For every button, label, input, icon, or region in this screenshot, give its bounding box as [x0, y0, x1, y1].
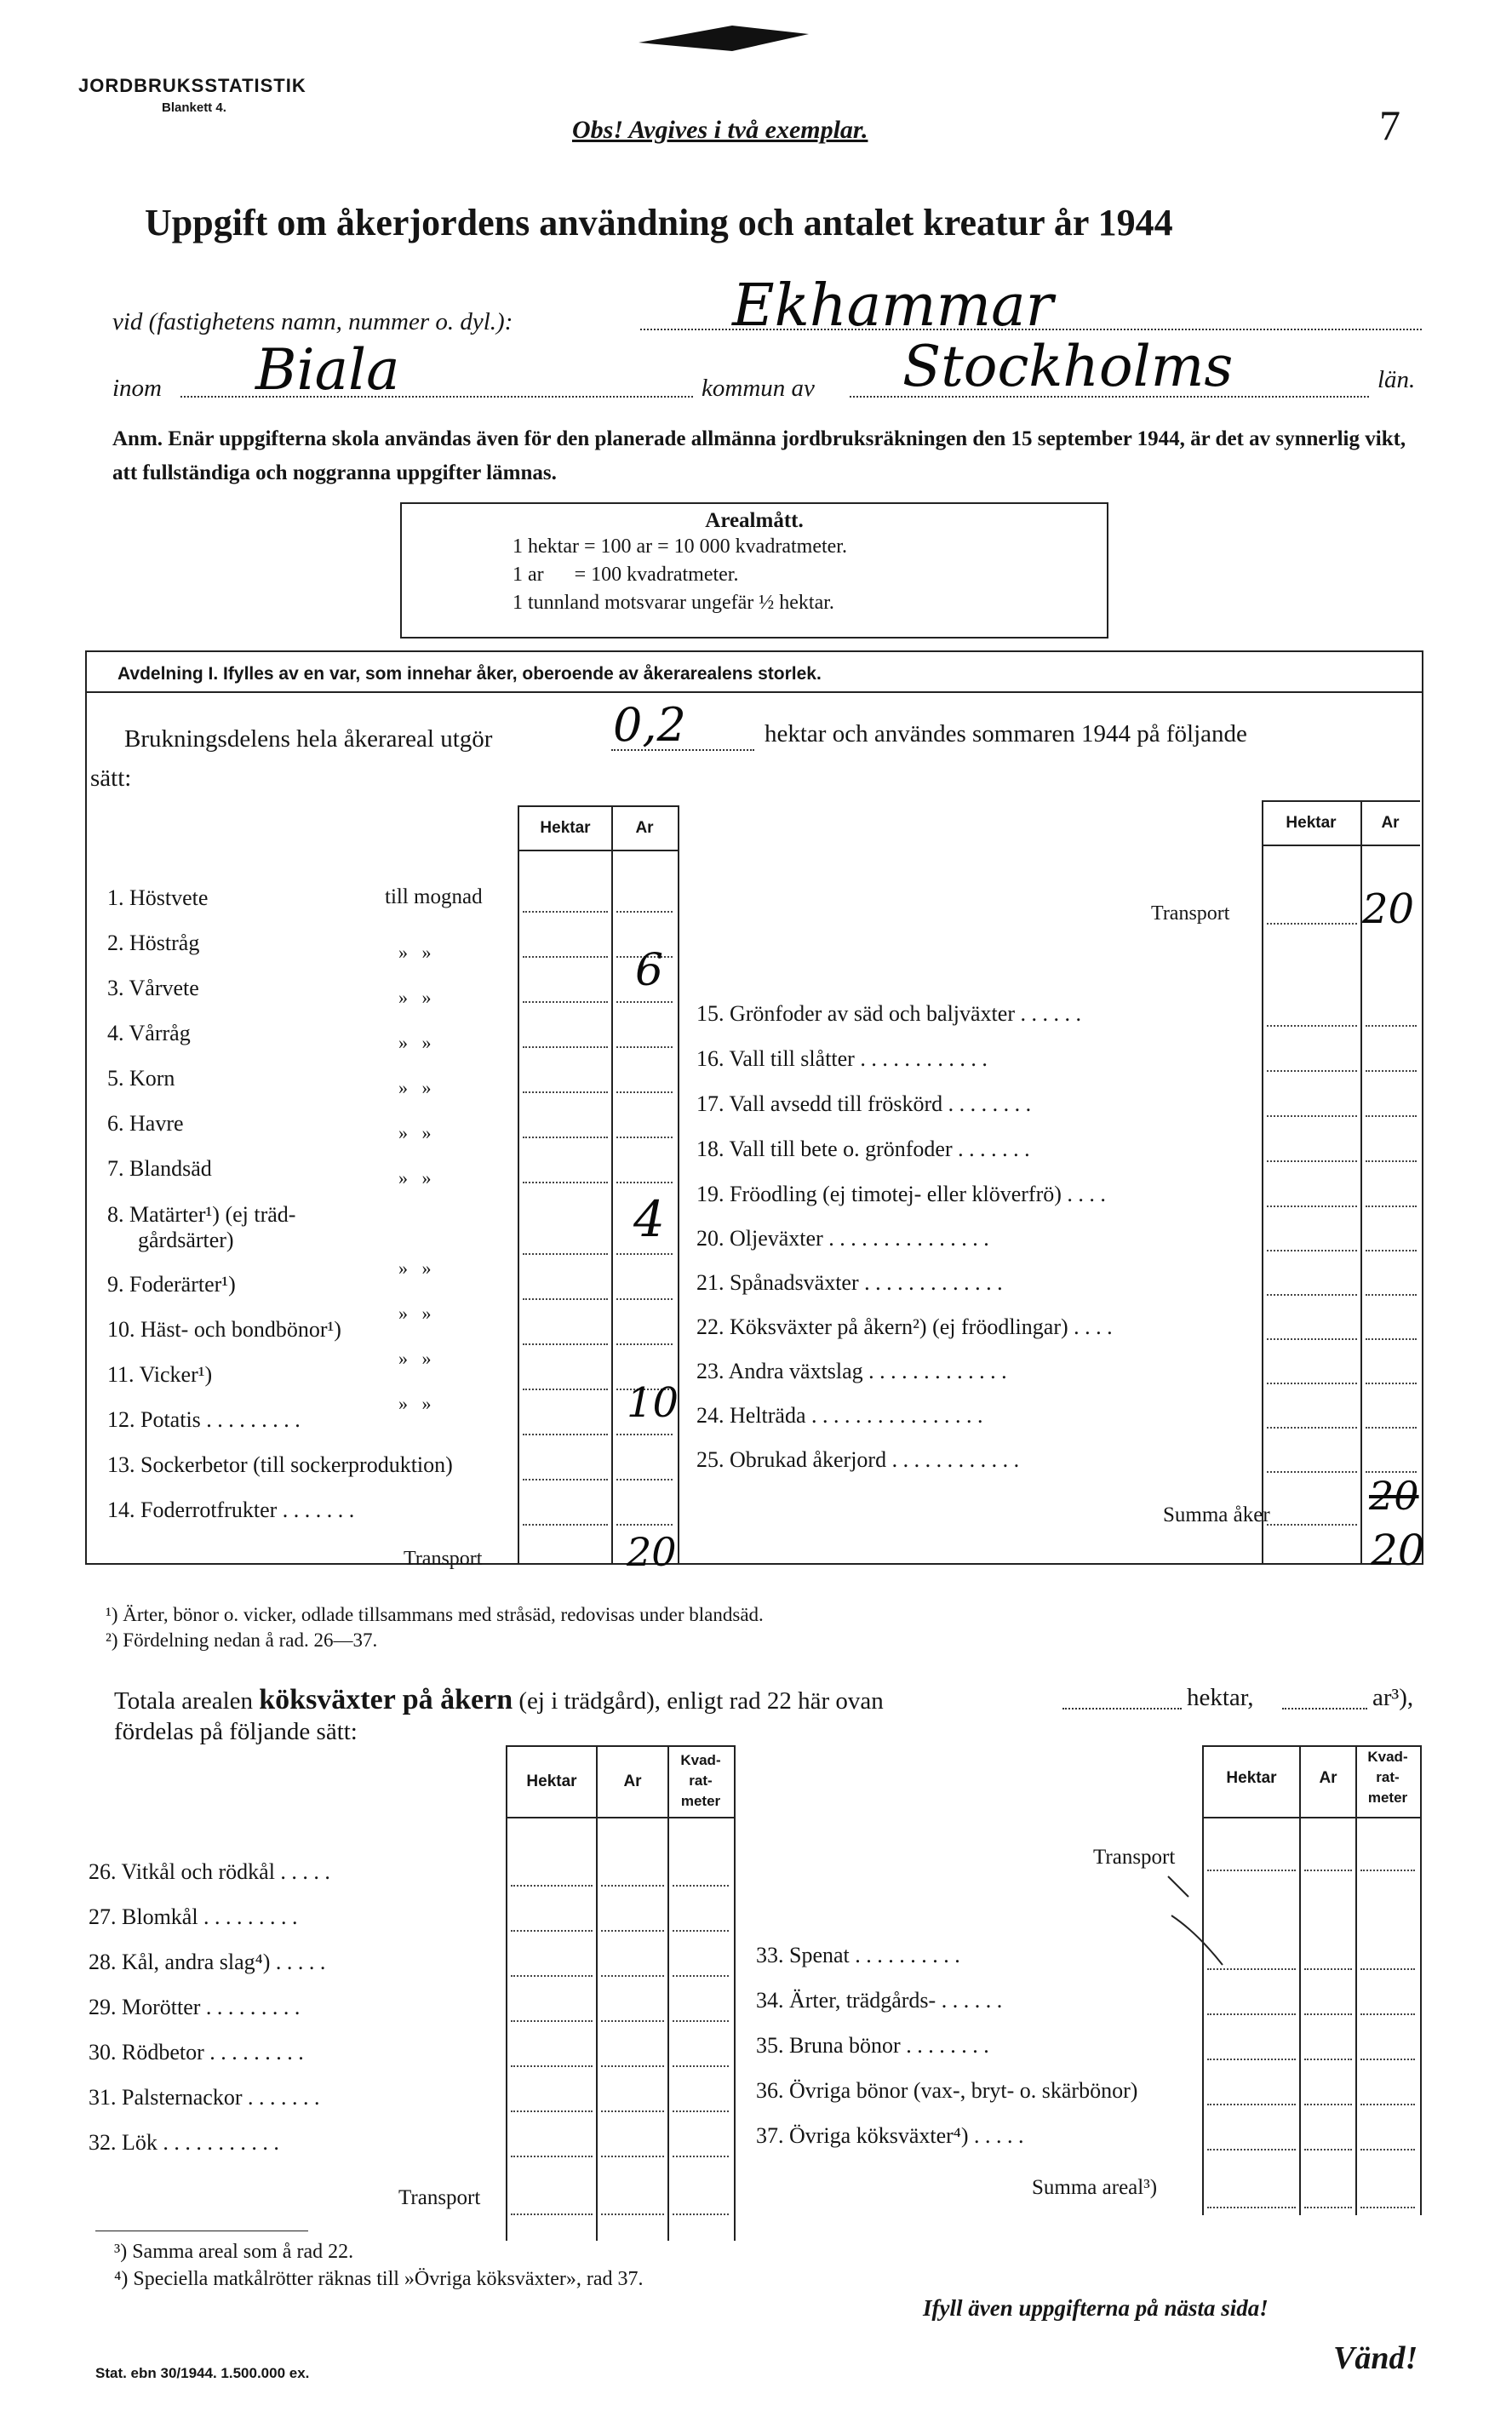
row-12-ar-value[interactable]: 10: [627, 1379, 679, 1427]
row-22-label: 22. Köksväxter på åkern²) (ej fröodlingar) . . . .: [696, 1314, 1113, 1339]
right-transport-value[interactable]: 20: [1362, 885, 1415, 933]
kok-left-col-ar: Ar: [623, 1772, 642, 1790]
kok-right-transport: Transport: [1093, 1846, 1176, 1869]
row-19-label: 19. Fröodling (ej timotej- eller klöverfrö) . . . .: [696, 1182, 1106, 1206]
row-17-label: 17. Vall avsedd till fröskörd . . . . . . . .: [696, 1091, 1032, 1116]
row-36-label: 36. Övriga bönor (vax-, bryt- o. skärbönor): [756, 2078, 1138, 2103]
row-37-label: 37. Övriga köksväxter⁴) . . . . .: [756, 2123, 1024, 2148]
row-5-label: 5. Korn: [107, 1066, 175, 1091]
row-35-label: 35. Bruna bönor . . . . . . . .: [756, 2033, 989, 2058]
kok-hektar-line: [1062, 1708, 1182, 1709]
section-2-intro-b: (ej i trädgård), enligt rad 22 här ovan: [518, 1687, 884, 1715]
row-7-label: 7. Blandsäd: [107, 1156, 212, 1181]
section-2-hektar: hektar,: [1187, 1684, 1254, 1711]
row-30-label: 30. Rödbetor . . . . . . . . .: [89, 2040, 304, 2065]
row-14-label: 14. Foderrotfrukter . . . . . . .: [107, 1498, 355, 1522]
row-11-label: 11. Vicker¹): [107, 1362, 213, 1387]
row-23-label: 23. Andra växtslag . . . . . . . . . . . . .: [696, 1359, 1007, 1383]
property-label: vid (fastighetens namn, nummer o. dyl.):: [112, 308, 513, 335]
section-2-ar: ar³),: [1372, 1684, 1414, 1711]
row-3-label: 3. Vårvete: [107, 976, 199, 1000]
row-8-label-2: gårdsärter): [138, 1228, 234, 1252]
obs-note: Obs! Avgives i två exemplar.: [572, 116, 868, 144]
scan-mark: [630, 9, 817, 60]
section-1-intro-b: hektar och användes sommaren 1944 på följande: [765, 720, 1247, 747]
section-2-intro-a: Totala arealen: [114, 1687, 253, 1715]
row-10-label: 10. Häst- och bondbönor¹): [107, 1317, 341, 1342]
section-1-heading: Avdelning I. Ifylles av en var, som innehar åker, oberoende av åkerarealens storlek.: [117, 664, 822, 684]
kok-left-transport: Transport: [398, 2186, 481, 2209]
page-number: 7: [1379, 101, 1400, 149]
ditto-marks: » » » » » » » » » » » » » » » » » » » »: [398, 942, 432, 1414]
areal-line-1: 1 hektar = 100 ar = 10 000 kvadratmeter.: [513, 535, 847, 558]
areal-line-2: 1 ar = 100 kvadratmeter.: [513, 564, 739, 586]
row-15-label: 15. Grönfoder av säd och baljväxter . . . . . .: [696, 1001, 1081, 1026]
row-8-ar-value[interactable]: 4: [633, 1190, 665, 1248]
areal-line-3: 1 tunnland motsvarar ungefär ½ hektar.: [513, 592, 834, 614]
row-1-label: 1. Höstvete: [107, 885, 209, 910]
lan-label: län.: [1377, 366, 1416, 393]
form-number: Blankett 4.: [162, 100, 226, 115]
row-2-label: 2. Höstråg: [107, 931, 200, 955]
row-4-label: 4. Vårråg: [107, 1021, 191, 1045]
vand-note: Vänd!: [1333, 2340, 1418, 2376]
kok-left-col-hektar: Hektar: [526, 1772, 577, 1790]
section-2-intro-c: fördelas på följande sätt:: [114, 1718, 358, 1745]
footnote-4: ⁴) Speciella matkålrötter räknas till »Övriga köksväxter», rad 37.: [114, 2268, 644, 2290]
kok-ar-line: [1282, 1708, 1367, 1709]
kok-right-col-hektar: Hektar: [1226, 1769, 1277, 1787]
summa-aker-value[interactable]: 20: [1371, 1526, 1425, 1575]
row-28-label: 28. Kål, andra slag⁴) . . . . .: [89, 1950, 326, 1974]
footnote-2: ²) Fördelning nedan å rad. 26—37.: [106, 1629, 378, 1651]
inom-label: inom: [112, 375, 162, 402]
note-text: Anm. Enär uppgifterna skola användas även för den planerade allmänna jordbruksräkningen den 15 september 1944, är det av synnerlig vikt, att fullständiga och noggranna uppgifter lämnas.: [112, 427, 1406, 484]
row-34-label: 34. Ärter, trädgårds- . . . . . .: [756, 1988, 1003, 2013]
left-col-ar: Ar: [635, 819, 654, 837]
kok-summa-label: Summa areal³): [1032, 2176, 1158, 2199]
section-2-intro: [114, 1684, 884, 1716]
kok-right-col-kvm: Kvad-rat-meter: [1367, 1749, 1408, 1806]
page-title: Uppgift om åkerjordens användning och antalet kreatur år 1944: [145, 202, 1173, 243]
row-24-label: 24. Helträda . . . . . . . . . . . . . . . .: [696, 1403, 983, 1428]
kok-left-col-kvm: Kvad-rat-meter: [680, 1752, 721, 1809]
row-32-label: 32. Lök . . . . . . . . . . .: [89, 2130, 279, 2155]
section-1-intro-a: Brukningsdelens hela åkerareal utgör: [124, 725, 493, 753]
print-info: Stat. ebn 30/1944. 1.500.000 ex.: [95, 2365, 310, 2381]
property-value[interactable]: Ekhammar: [732, 272, 1054, 340]
row-6-label: 6. Havre: [107, 1111, 184, 1136]
left-value-columns: [518, 805, 679, 1565]
right-transport-label: Transport: [1151, 902, 1230, 925]
kok-right-col-ar: Ar: [1319, 1769, 1337, 1787]
footnote-3: ³) Samma areal som å rad 22.: [114, 2241, 354, 2263]
right-col-hektar: Hektar: [1286, 814, 1337, 832]
row-31-label: 31. Palsternackor . . . . . . .: [89, 2085, 320, 2110]
row-29-label: 29. Morötter . . . . . . . . .: [89, 1995, 301, 2019]
left-col-hektar: Hektar: [540, 819, 591, 837]
org-name: JORDBRUKSSTATISTIK: [78, 75, 306, 96]
till-mognad-label: till mognad: [385, 885, 483, 908]
row-27-label: 27. Blomkål . . . . . . . . .: [89, 1904, 298, 1929]
summa-aker-struck: 20: [1369, 1473, 1419, 1519]
total-area-value[interactable]: 0,2: [613, 698, 686, 752]
row-13-label: 13. Sockerbetor (till sockerproduktion): [107, 1452, 453, 1477]
row-16-label: 16. Vall till slåtter . . . . . . . . . . . .: [696, 1046, 988, 1071]
check-stroke: [1163, 1873, 1231, 1975]
footnote-1: ¹) Ärter, bönor o. vicker, odlade tillsammans med stråsäd, redovisas under blandsäd.: [106, 1604, 764, 1625]
row-9-label: 9. Foderärter¹): [107, 1272, 236, 1297]
row-18-label: 18. Vall till bete o. grönfoder . . . . . . .: [696, 1137, 1030, 1161]
left-transport-value[interactable]: 20: [627, 1529, 677, 1575]
areal-title: Arealmått.: [705, 509, 804, 532]
kommun-value[interactable]: Stockholms: [902, 334, 1234, 399]
section-2-intro-bold: köksväxter på åkern: [259, 1684, 513, 1715]
kommun-label: kommun av: [702, 375, 815, 402]
right-col-ar: Ar: [1381, 814, 1400, 832]
section-1-intro-c: sätt:: [90, 765, 132, 792]
row-25-label: 25. Obrukad åkerjord . . . . . . . . . . . .: [696, 1447, 1020, 1472]
inom-value[interactable]: Biala: [255, 337, 400, 403]
next-page-note: Ifyll även uppgifterna på nästa sida!: [923, 2295, 1269, 2321]
kok-left-columns: [506, 1745, 736, 2241]
row-8-label: 8. Matärter¹) (ej träd-: [107, 1202, 296, 1227]
left-transport-label: Transport: [404, 1548, 483, 1570]
row-33-label: 33. Spenat . . . . . . . . . .: [756, 1943, 960, 1967]
row-21-label: 21. Spånadsväxter . . . . . . . . . . . . .: [696, 1270, 1003, 1295]
section-1-rule: [85, 691, 1422, 693]
row-3-ar-value[interactable]: 6: [635, 945, 664, 996]
row-20-label: 20. Oljeväxter . . . . . . . . . . . . . . .: [696, 1226, 989, 1251]
summa-aker-label: Summa åker: [1163, 1503, 1270, 1526]
kok-right-columns: [1202, 1745, 1422, 2215]
areal-box: [400, 502, 1108, 639]
row-12-label: 12. Potatis . . . . . . . . .: [107, 1407, 301, 1432]
row-26-label: 26. Vitkål och rödkål . . . . .: [89, 1859, 330, 1884]
